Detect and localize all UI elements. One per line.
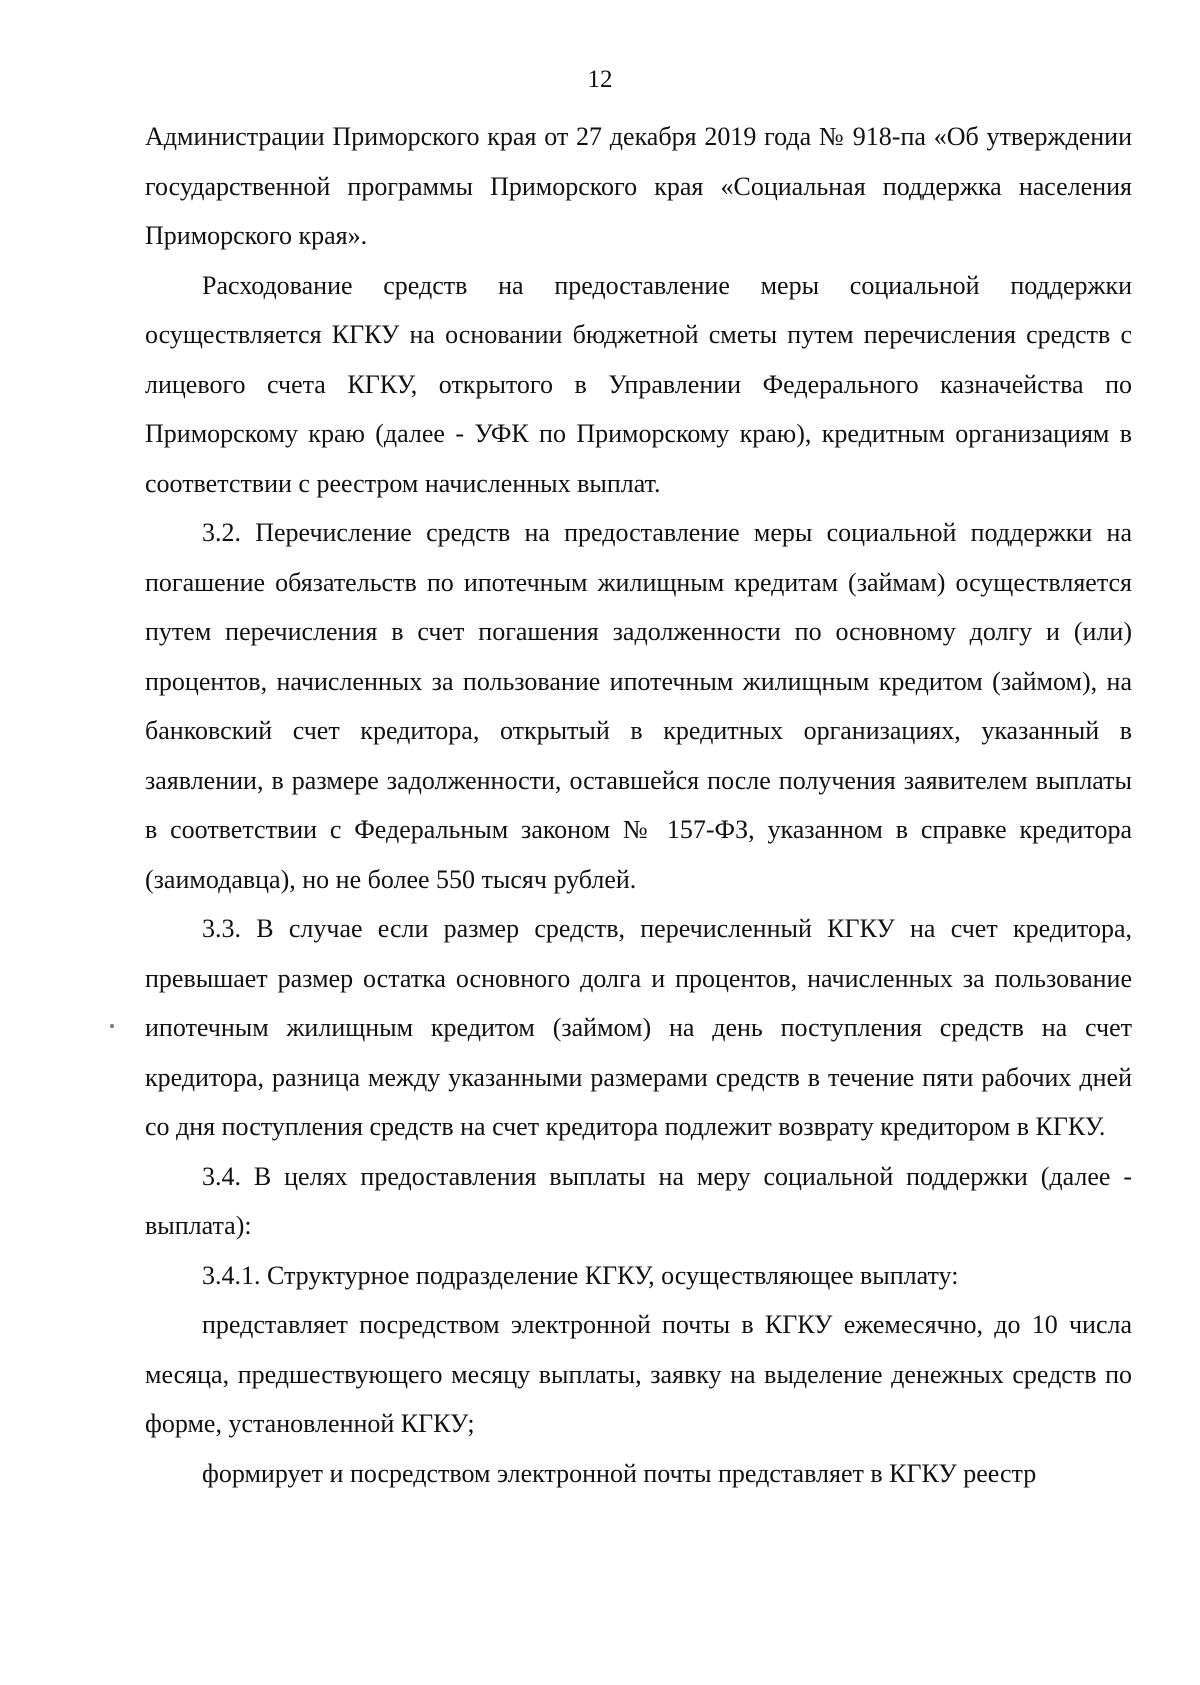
- document-body: [145, 112, 1132, 1498]
- paragraph-submits-request: представляет посредством электронной почты в КГКУ ежемесячно, до 10 числа месяца, предшествующего месяцу выплаты, заявку на выделение денежных средств по форме, установленной КГКУ;: [145, 1310, 1132, 1438]
- paragraph-3-4: 3.4. В целях предоставления выплаты на меру социальной поддержки (далее - выплата):: [145, 1161, 1132, 1240]
- paragraph-3-3: 3.3. В случае если размер средств, перечисленный КГКУ на счет кредитора, превышает размер остатка основного долга и процентов, начисленных за пользование ипотечным жилищным кредитом (займом) на день поступления средств на счет кредитора, разница между указанными размерами средств в течение пяти рабочих дней со дня поступления средств на счет кредитора подлежит возврату кредитором в КГКУ.: [145, 914, 1132, 1141]
- paragraph-funding: Расходование средств на предоставление меры социальной поддержки осуществляется КГКУ на основании бюджетной сметы путем перечисления средств с лицевого счета КГКУ, открытого в Управлении Федерального казначейства по Приморскому краю (далее - УФК по Приморскому краю), кредитным организациям в соответствии с реестром начисленных выплат.: [145, 270, 1132, 498]
- paragraph-forms-register: формирует и посредством электронной почты представляет в КГКУ реестр: [202, 1458, 1037, 1488]
- scan-artifact-dot: [110, 1024, 114, 1028]
- page-number: 12: [587, 66, 613, 93]
- paragraph-3-4-1: 3.4.1. Структурное подразделение КГКУ, осуществляющее выплату:: [202, 1260, 959, 1290]
- paragraph-3-2: 3.2. Перечисление средств на предоставление меры социальной поддержки на погашение обязательств по ипотечным жилищным кредитам (займам) осуществляется путем перечисления в счет погашения задолженности по основному долгу и (или) процентов, начисленных за пользование ипотечным жилищным кредитом (займом), на банковский счет кредитора, открытый в кредитных организациях, указанный в заявлении, в размере задолженности, оставшейся после получения заявителем выплаты в соответствии с Федеральным законом № 157-ФЗ, указанном в справке кредитора (заимодавца), но не более 550 тысяч рублей.: [145, 518, 1132, 894]
- paragraph-continuation: Администрации Приморского края от 27 декабря 2019 года № 918-па «Об утверждении государственной программы Приморского края «Социальная поддержка населения Приморского края».: [145, 122, 1132, 250]
